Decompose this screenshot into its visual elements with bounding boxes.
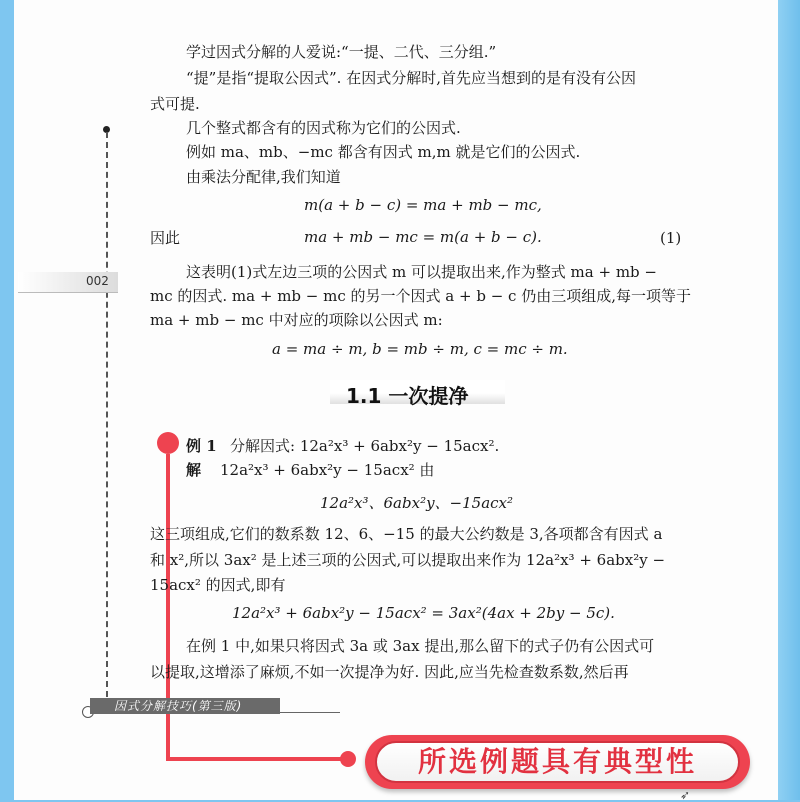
example-text: 分解因式: 12a²x³ + 6abx²y − 15acx².	[230, 437, 500, 455]
example-label: 例 1	[186, 437, 217, 455]
formula-division: a = ma ÷ m, b = mb ÷ m, c = mc ÷ m.	[272, 340, 568, 358]
red-connector-line	[166, 454, 170, 760]
paragraph-line: 这表明(1)式左边三项的公因式 m 可以提取出来,作为整式 ma + mb −	[186, 263, 657, 281]
margin-dashed-line	[106, 132, 108, 697]
paragraph-line: 15acx² 的因式,即有	[150, 576, 286, 594]
formula-result: 12a²x³ + 6abx²y − 15acx² = 3ax²(4ax + 2by − 5c).	[232, 604, 615, 622]
background-edge	[778, 0, 800, 800]
paragraph-line: 和 x²,所以 3ax² 是上述三项的公因式,可以提取出来作为 12a²x³ + 6abx²y −	[150, 551, 666, 569]
solution-text: 12a²x³ + 6abx²y − 15acx² 由	[220, 461, 435, 479]
paragraph-line: mc 的因式. ma + mb − mc 的另一个因式 a + b − c 仍由三项组成,每一项等于	[150, 287, 691, 305]
red-marker-dot	[157, 432, 179, 454]
formula-number: (1)	[660, 229, 682, 247]
paragraph-line: ma + mb − mc 中对应的项除以公因式 m:	[150, 311, 443, 329]
paragraph-line: 由乘法分配律,我们知道	[186, 168, 341, 186]
paragraph-line: 以提取,这增添了麻烦,不如一次提净为好. 因此,应当先检查数系数,然后再	[150, 663, 629, 681]
paragraph-line: “提”是指“提取公因式”. 在因式分解时,首先应当想到的是有没有公因	[186, 69, 636, 87]
paragraph-line: 在例 1 中,如果只将因式 3a 或 3ax 提出,那么留下的式子仍有公因式可	[186, 637, 655, 655]
paragraph-line: 例如 ma、mb、−mc 都含有因式 m,m 就是它们的公因式.	[186, 143, 581, 161]
label-therefore: 因此	[150, 229, 181, 247]
section-title: 1.1 一次提净	[346, 384, 469, 408]
formula-terms: 12a²x³、6abx²y、−15acx²	[320, 494, 514, 512]
paragraph-line: 几个整式都含有的因式称为它们的公因式.	[186, 119, 461, 137]
red-connector-line	[166, 757, 346, 761]
page-number: 002	[86, 274, 109, 288]
formula-factored: ma + mb − mc = m(a + b − c).	[304, 228, 542, 246]
corner-decoration-icon: ➶	[680, 788, 691, 802]
paragraph-line: 这三项组成,它们的数系数 12、6、−15 的最大公约数是 3,各项都含有因式 a	[150, 525, 663, 543]
paragraph-line: 学过因式分解的人爱说:“一提、二代、三分组.”	[186, 43, 497, 61]
solution-label: 解	[186, 461, 202, 479]
highlight-badge-label: 所选例题具有典型性	[417, 745, 697, 778]
footer-book-title: 因式分解技巧(第三版)	[114, 699, 243, 713]
paragraph-line: 式可提.	[150, 95, 200, 113]
red-connector-dot	[340, 751, 356, 767]
formula-distributive: m(a + b − c) = ma + mb − mc,	[304, 196, 542, 214]
